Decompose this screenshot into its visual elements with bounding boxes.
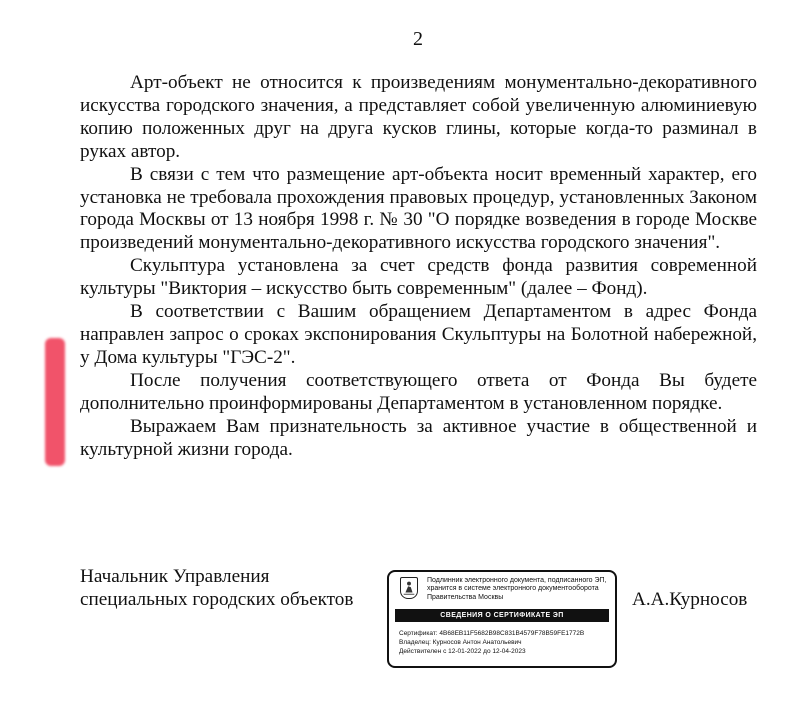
stamp-header-line: Подлинник электронного документа, подписанного ЭП, — [427, 577, 607, 584]
moscow-coat-of-arms-icon — [400, 577, 418, 599]
paragraph: После получения соответствующего ответа от Фонда Вы будете дополнительно проинформированы Департаментом в установленном порядке. — [80, 369, 757, 414]
signer-title-line: специальных городских объектов — [80, 588, 354, 610]
stamp-header-line: хранится в системе электронного документооборота — [427, 585, 599, 593]
signer-name: А.А.Курносов — [632, 589, 748, 610]
paragraph: В соответствии с Вашим обращением Департаментом в адрес Фонда направлен запрос о сроках экспонирования Скульптуры на Болотной набережной, у Дома культуры "ГЭС-2". — [80, 301, 757, 368]
stamp-header-line: Правительства Москвы — [427, 593, 504, 601]
stamp-header — [427, 577, 613, 602]
e-signature-stamp — [387, 570, 617, 668]
certificate-validity: Действителен с 12-01-2022 до 12-04-2023 — [399, 648, 526, 656]
signer-title — [80, 566, 353, 612]
letter-body — [80, 72, 757, 461]
stamp-details — [399, 629, 615, 657]
page-number: 2 — [413, 28, 423, 50]
highlight-marker — [45, 338, 65, 466]
paragraph: Скульптура установлена за счет средств фонда развития современной культуры "Виктория – искусство быть современным" (далее – Фонд). — [80, 255, 757, 300]
paragraph: Выражаем Вам признательность за активное участие в общественной и культурной жизни города. — [80, 415, 757, 460]
certificate-number: Сертификат: 4B68EB11F5682B98C831B4579F78B59FE1772B — [399, 630, 585, 637]
paragraph: Арт-объект не относится к произведениям монументально-декоративного искусства городского значения, а представляет собой увеличенную алюминиевую копию положенных друг на друга кусков глины, которые когда-то разминал в руках автор. — [80, 72, 757, 162]
stamp-banner: СВЕДЕНИЯ О СЕРТИФИКАТЕ ЭП — [395, 609, 609, 622]
certificate-owner: Владелец: Курносов Антон Анатольевич — [399, 639, 522, 647]
paragraph: В связи с тем что размещение арт-объекта носит временный характер, его установка не требовала прохождения правовых процедур, установленных Законом города Москвы от 13 ноября 1998 г. № 30 "О порядке возведения в городе Москве произведений монументально-декоративного искусства городского значения". — [80, 163, 757, 254]
signer-title-line: Начальник Управления — [80, 566, 270, 587]
